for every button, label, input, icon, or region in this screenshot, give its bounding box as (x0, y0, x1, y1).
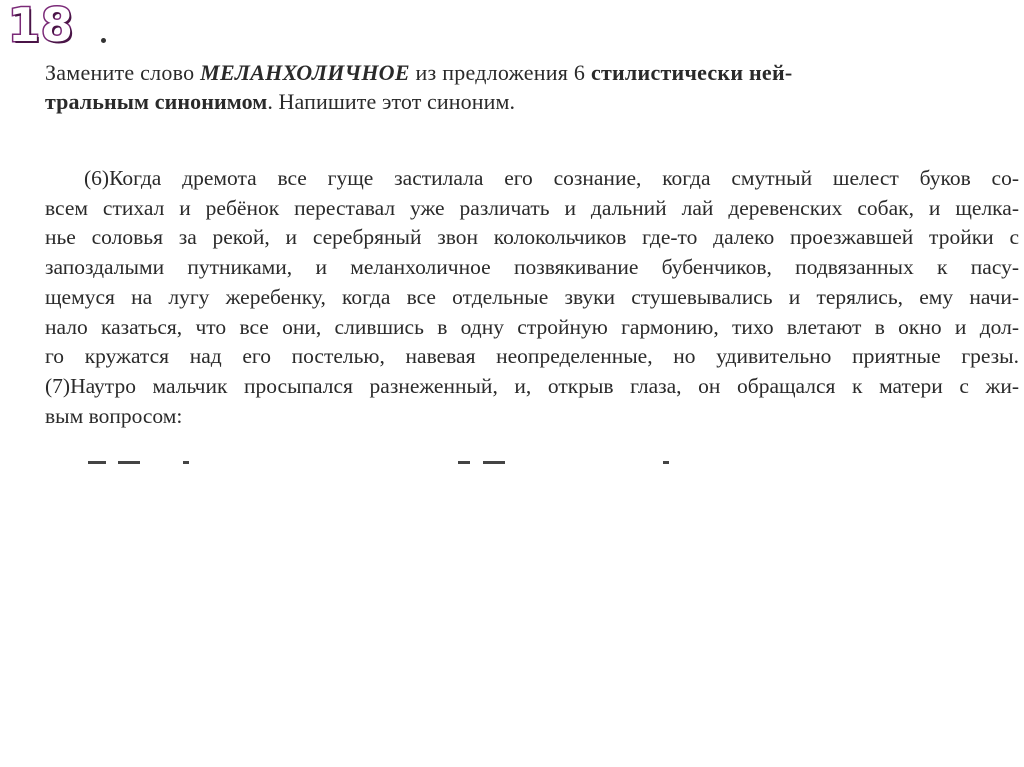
text-passage (45, 164, 1019, 431)
task-text: из предложения 6 (409, 60, 591, 85)
passage-line: запоздалыми путниками, и меланхоличное позвякивание бубенчиков, подвязанных к пасу- (45, 255, 1019, 280)
task-text: Замените слово (45, 60, 201, 85)
task-text: . Напишите этот синоним. (267, 89, 516, 114)
scan-dot (101, 38, 106, 43)
task-line-2 (45, 87, 945, 116)
task-emphasis: тральным синонимом (45, 89, 268, 114)
passage-line: нье соловья за рекой, и серебряный звон колокольчиков где-то далеко проезжавшей тройки с (45, 225, 1019, 250)
passage-line: го кружатся над его постелью, навевая неопределенные, но удивительно приятные грезы. (45, 344, 1019, 369)
task-line-1 (45, 58, 945, 87)
passage-line: вым вопросом: (45, 403, 183, 428)
passage-line: щемуся на лугу жеребенку, когда все отдельные звуки стушевывались и терялись, ему начи- (45, 284, 1019, 309)
passage-line: (6)Когда дремота все гуще застилала его сознание, когда смутный шелест буков со- (84, 166, 1019, 190)
task-instruction (45, 58, 945, 116)
slide-number: 18 (8, 0, 75, 52)
passage-line: всем стихал и ребёнок переставал уже различать и дальний лай деревенских собак, и щелка- (45, 195, 1019, 220)
task-emphasis: стилистически ней- (590, 60, 793, 85)
cut-off-text-fragment (88, 461, 678, 467)
task-keyword: МЕЛАНХОЛИЧНОЕ (200, 60, 410, 85)
passage-line: (7)Наутро мальчик просыпался разнеженный, и, открыв глаза, он обращался к матери с жи- (45, 373, 1019, 398)
passage-line: нало казаться, что все они, слившись в одну стройную гармонию, тихо влетают в окно и дол- (45, 314, 1019, 339)
